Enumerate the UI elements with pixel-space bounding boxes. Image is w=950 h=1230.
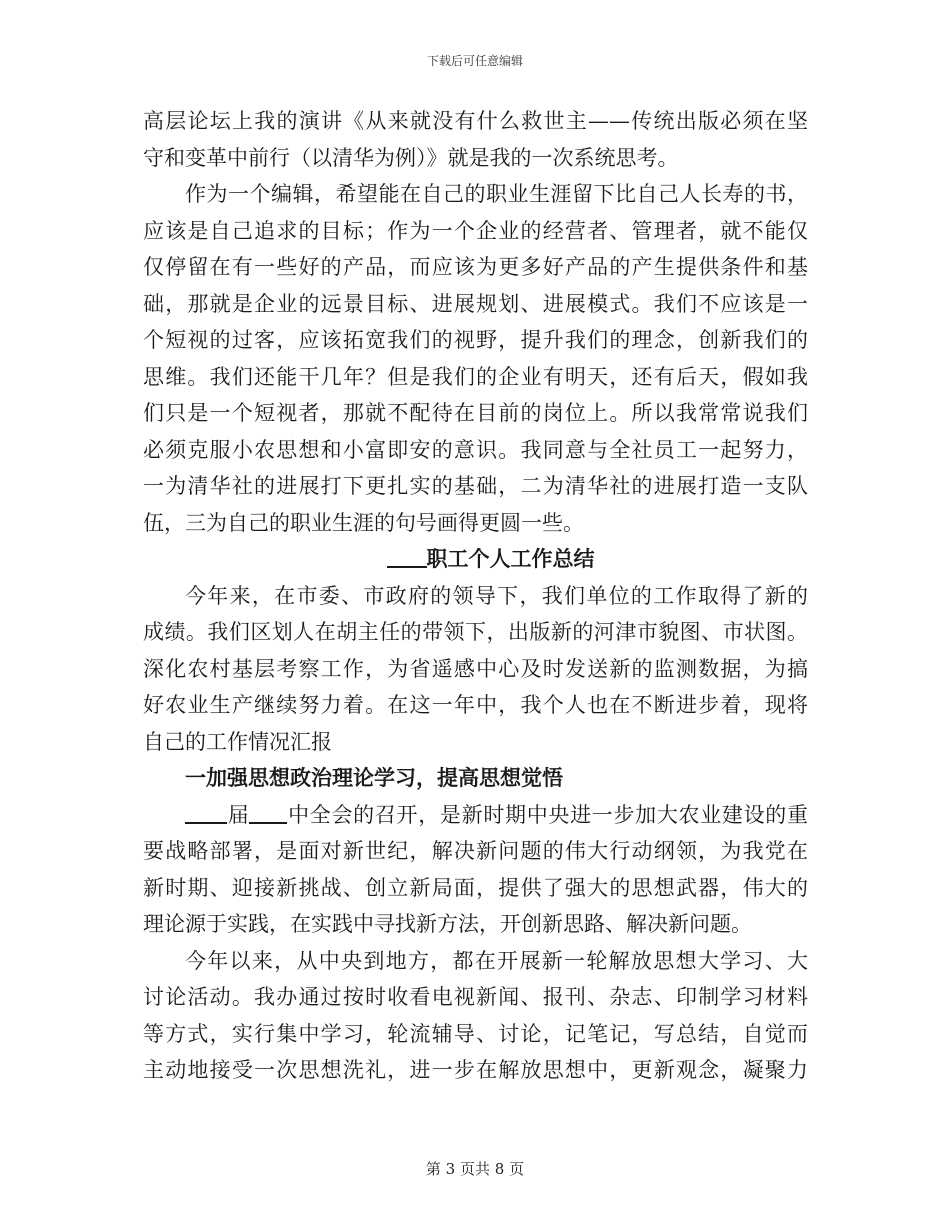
text-line: 应该是自己追求的目标；作为一个企业的经营者、管理者，就不能仅 [143,218,808,243]
document-title [143,541,808,578]
text-line: 思维。我们还能干几年？但是我们的企业有明天，还有后天，假如我 [143,364,808,389]
text-line: 仅停留在有一些好的产品，而应该为更多好产品的产生提供条件和基 [143,255,808,279]
text-line: 今年以来，从中央到地方，都在开展新一轮解放思想大学习、大 [185,948,808,973]
text-line: 届 中全会的召开，是新时期中央进一步加大农业建设的重 [143,797,808,834]
text-line: 守和变革中前行（以清华为例）》就是我的一次系统思考。 [143,145,679,170]
page-header-note: 下载后可任意编辑 [426,54,523,68]
fill-in-blank [185,802,227,824]
text-line: 要战略部署，是面对新世纪，解决新问题的伟大行动纲领，为我党在 [143,839,808,863]
document-title-text: 职工个人工作总结 [426,546,595,571]
text-line: 理论源于实践，在实践中寻找新方法，开创新思路、解决新问题。 [143,912,752,936]
paragraph-study-activities [143,943,808,1089]
paragraph-plenary [143,797,808,943]
text-line: 高层论坛上我的演讲《从来就没有什么救世主——传统出版必须在坚 [143,109,808,133]
paragraph-continued [143,103,808,176]
text-line: 自己的工作情况汇报 [143,729,332,754]
text-line: 作为一个编辑，希望能在自己的职业生涯留下比自己人长寿的书， [185,182,808,206]
paragraph-intro [143,578,808,761]
text-line: 必须克服小农思想和小富即安的意识。我同意与全社员工一起努力， [143,437,808,462]
section-heading: 一加强思想政治理论学习，提高思想觉悟 [185,765,563,790]
fill-in-blank [387,546,427,568]
text-line: 好农业生产继续努力着。在这一年中，我个人也在不断进步着，现将 [143,693,808,717]
paragraph-editor-goals [143,176,808,541]
text-line: 个短视的过客，应该拓宽我们的视野，提升我们的理念，创新我们的 [143,328,808,352]
text-line: 伍，三为自己的职业生涯的句号画得更圆一些。 [143,510,584,535]
text-line: 主动地接受一次思想洗礼，进一步在解放思想中，更新观念，凝聚力 [143,1058,808,1082]
text-line: 成绩。我们区划人在胡主任的带领下，出版新的河津市貌图、市状图。 [143,620,808,644]
page-number: 第 3 页共 8 页 [425,1160,525,1178]
text-line: 们只是一个短视者，那就不配待在目前的岗位上。所以我常常说我们 [143,401,808,425]
text-line: 一为清华社的进展打下更扎实的基础，二为清华社的进展打造一支队 [143,474,808,498]
text-line: 今年来，在市委、市政府的领导下，我们单位的工作取得了新的 [185,583,808,608]
text-line: 础，那就是企业的远景目标、进展规划、进展模式。我们不应该是一 [143,291,808,316]
text-line: 深化农村基层考察工作，为省遥感中心及时发送新的监测数据，为搞 [143,656,808,681]
text-line: 等方式，实行集中学习，轮流辅导、讨论，记笔记，写总结，自觉而 [143,1021,808,1046]
fill-in-blank [249,802,287,824]
text-line: 新时期、迎接新挑战、创立新局面，提供了强大的思想武器，伟大的 [143,875,808,900]
text-line: 讨论活动。我办通过按时收看电视新闻、报刊、杂志、印制学习材料 [143,985,808,1009]
document-body [143,103,808,1089]
